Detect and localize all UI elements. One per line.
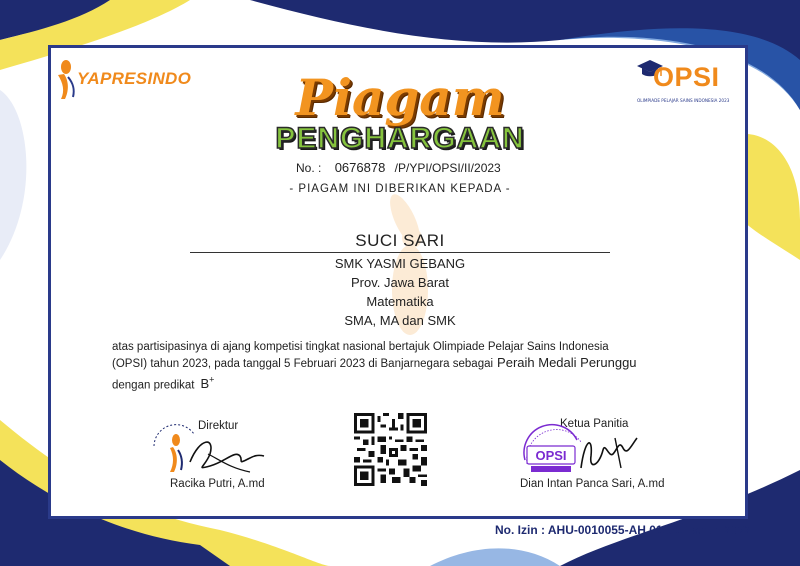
signature-block-committee-chair [515, 412, 690, 496]
right-logo-tagline: OLIMPIADE PELAJAR SAINS INDONESIA 2023 [637, 98, 730, 103]
grade-value [200, 376, 214, 391]
competition-subject: Matematika [366, 294, 434, 309]
competition-level: SMA, MA dan SMK [344, 313, 456, 328]
recipient-name: SUCI SARI [355, 231, 445, 250]
certificate-title: Piagam [295, 68, 505, 127]
director-role: Direktur [198, 420, 239, 432]
certificate-number-code: /P/YPI/OPSI/II/2023 [394, 161, 501, 175]
committee-chair-signature-icon [575, 428, 645, 478]
signature-block-director [140, 412, 300, 496]
committee-chair-name: Dian Intan Panca Sari, A.md [520, 478, 665, 490]
grade-letter: B [200, 376, 210, 392]
license-number: No. Izin : AHU-0010055-AH.01.04. Tahun 2022 [495, 523, 752, 537]
recipient-school: SMK YASMI GEBANG [334, 256, 466, 271]
committee-chair-role: Ketua Panitia [560, 418, 629, 430]
certificate-number-line [296, 160, 501, 175]
svg-text:OPSI: OPSI [535, 448, 567, 463]
body-line-3 [112, 372, 702, 393]
director-signature-icon [180, 432, 280, 477]
grade-sup: + [209, 375, 215, 385]
number-label: No. : [296, 161, 322, 175]
grade-label: dengan predikat [112, 379, 195, 392]
award-title: Peraih Medali Perunggu [497, 355, 637, 370]
right-logo-brand: OPSI [653, 62, 720, 92]
body-line-1: atas partisipasinya di ajang kompetisi tingkat nasional bertajuk Olimpiade Pelajar Sains Indonesia [112, 341, 609, 353]
director-name: Racika Putri, A.md [170, 478, 265, 490]
left-logo-brand: YAPRESINDO [77, 69, 192, 88]
certificate-subtitle: PENGHARGAAN [275, 122, 525, 155]
certificate-number: 0676878 [334, 160, 386, 175]
certificate-body [112, 339, 702, 393]
body-line-2 [112, 355, 702, 372]
body-line-2-text: (OPSI) tahun 2023, pada tanggal 5 Februari 2023 di Banjarnegara sebagai [112, 358, 494, 370]
recipient-province: Prov. Jawa Barat [350, 275, 450, 290]
name-underline [190, 252, 610, 253]
qr-code-icon [354, 413, 427, 486]
given-to-heading: - PIAGAM INI DIBERIKAN KEPADA - [289, 183, 511, 195]
